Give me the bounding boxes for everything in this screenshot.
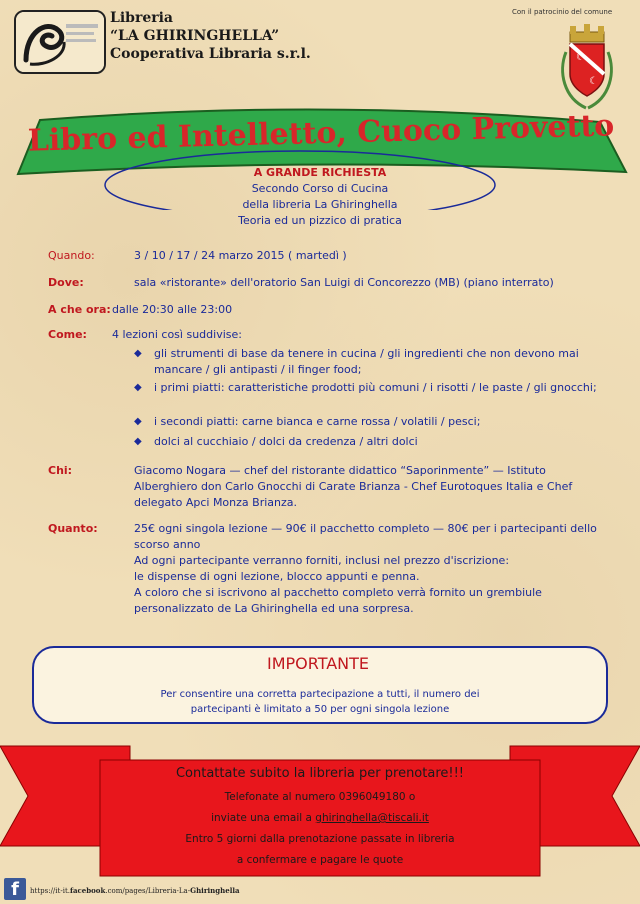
url-part: facebook	[69, 886, 106, 895]
come-value: 4 lezioni così suddivise:	[112, 328, 242, 341]
ribbon-email-prefix: inviate una email a	[211, 812, 316, 824]
intro-line-2: della libreria La Ghiringhella	[242, 198, 398, 211]
diamond-bullet-icon: ◆	[134, 348, 142, 359]
dove-label: Dove:	[48, 276, 84, 289]
facebook-url-link[interactable]	[30, 886, 240, 895]
page-title: Libro ed Intelletto, Cuoco Provetto	[27, 108, 615, 159]
email-link[interactable]: ghiringhella@tiscali.it	[315, 812, 429, 824]
bullet-text: dolci al cucchiaio / dolci da credenza / altri dolci	[154, 435, 418, 448]
ribbon-line-1: Contattate subito la libreria per prenotare!!!	[175, 766, 465, 781]
svg-text:☾: ☾	[576, 52, 585, 63]
intro-line-3: Teoria ed un pizzico di pratica	[238, 214, 402, 227]
intro-headline: A GRANDE RICHIESTA	[253, 166, 387, 179]
url-part: https://it-it.	[30, 887, 70, 895]
quanto-line-4: A coloro che si iscrivono al pacchetto completo verrà fornito un grembiule personalizzato de La Ghiringhella ed una sorpresa.	[134, 586, 542, 615]
ribbon-line-4: Entro 5 giorni dalla prenotazione passate in libreria	[185, 833, 455, 845]
diamond-bullet-icon: ◆	[134, 436, 142, 447]
bullet-text: gli strumenti di base da tenere in cucina / gli ingredienti che non devono mai mancare / gli antipasti / il finger food;	[154, 347, 579, 376]
intro-block	[150, 165, 490, 229]
patrocinio-text: Con il patrocinio del comune	[512, 8, 613, 16]
bullet-text: i secondi piatti: carne bianca e carne rossa / volatili / pesci;	[154, 415, 481, 428]
diamond-bullet-icon: ◆	[134, 382, 142, 393]
url-part: .com/pages/Libreria-La-	[105, 887, 191, 895]
header-line-3: Cooperativa Libraria s.r.l.	[110, 46, 311, 62]
svg-text:☾: ☾	[589, 76, 598, 87]
chi-label: Chi:	[48, 464, 73, 477]
important-title: IMPORTANTE	[266, 654, 370, 673]
url-part: Ghiringhella	[190, 886, 240, 895]
quando-value: 3 / 10 / 17 / 24 marzo 2015 ( martedì )	[134, 249, 347, 262]
ribbon-line-2: Telefonate al numero 0396049180 o	[224, 791, 416, 803]
quanto-line-2: Ad ogni partecipante verranno forniti, inclusi nel prezzo d'iscrizione:	[134, 554, 510, 567]
ribbon-line-5: a confermare e pagare le quote	[236, 854, 404, 866]
header-line-2: “LA GHIRINGHELLA”	[110, 28, 280, 44]
come-label: Come:	[48, 328, 87, 341]
diamond-bullet-icon: ◆	[134, 416, 142, 427]
quanto-line-3: le dispense di ogni lezione, blocco appunti e penna.	[134, 570, 420, 583]
dove-value: sala «ristorante» dell'oratorio San Luigi di Concorezzo (MB) (piano interrato)	[134, 276, 554, 289]
quando-label: Quando:	[48, 249, 95, 262]
facebook-icon[interactable]: f	[4, 878, 26, 900]
ora-value: dalle 20:30 alle 23:00	[112, 303, 233, 316]
intro-line-1: Secondo Corso di Cucina	[251, 182, 389, 195]
important-text: Per consentire una corretta partecipazione a tutti, il numero dei partecipanti è limitato a 50 per ogni singola lezione	[160, 689, 480, 715]
quanto-line-1: 25€ ogni singola lezione — 90€ il pacchetto completo — 80€ per i partecipanti dello scorso anno	[134, 522, 597, 551]
bookstore-logo	[14, 10, 106, 74]
quanto-label: Quanto:	[48, 522, 98, 535]
header-line-1: Libreria	[110, 10, 173, 26]
ora-label: A che ora:	[48, 303, 111, 316]
bullet-text: i primi piatti: caratteristiche prodotti più comuni / i risotti / le paste / gli gnocchi;	[154, 381, 597, 394]
chi-value: Giacomo Nogara — chef del ristorante didattico “Saporinmente” — Istituto Alberghiero don Carlo Gnocchi di Carate Brianza - Chef Eurotoques Italia e Chef delegato Apci Monza Brianza.	[134, 464, 573, 509]
ribbon-line-3	[100, 812, 540, 824]
logo-swirl-icon	[16, 12, 104, 72]
